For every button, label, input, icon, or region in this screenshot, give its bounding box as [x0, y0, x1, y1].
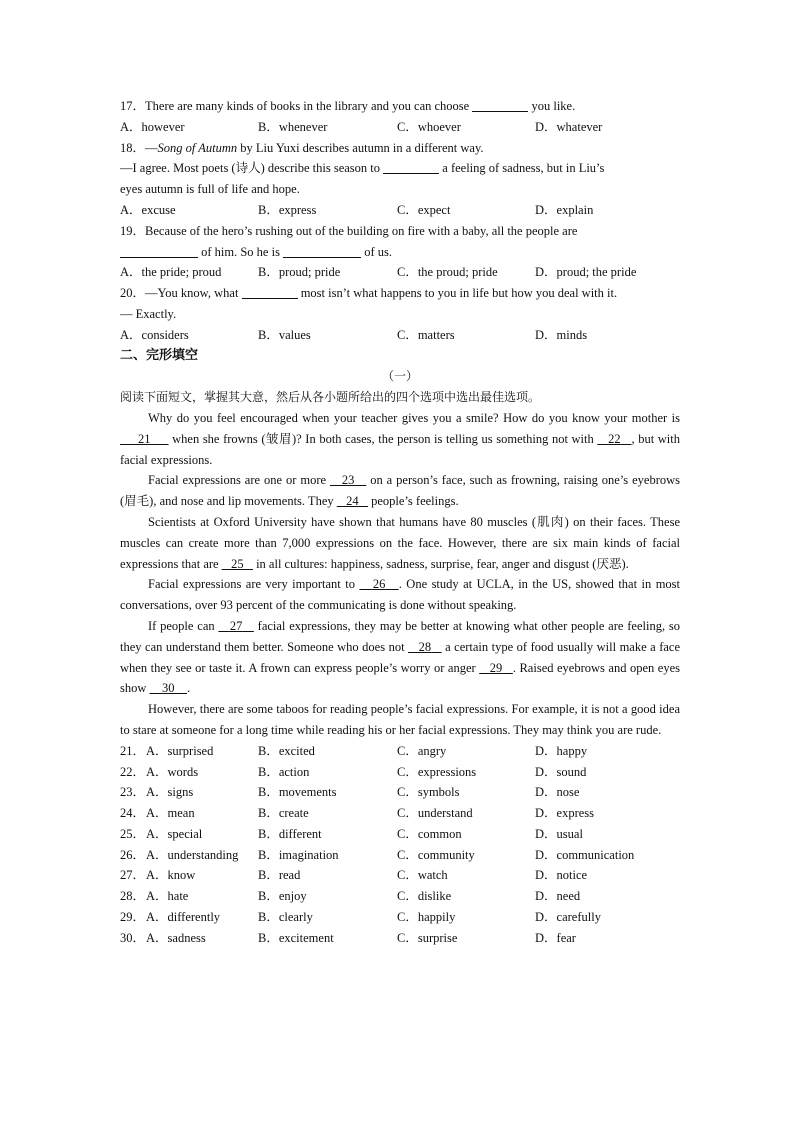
option-b: B．values	[258, 327, 311, 342]
options-18	[120, 200, 680, 221]
passage-paragraph-2	[120, 470, 680, 512]
answer-blank	[383, 159, 439, 174]
blank-number: 24	[346, 494, 359, 509]
question-number: 17．	[120, 99, 146, 113]
option-d: D．carefully	[535, 910, 601, 925]
option-c: C．symbols	[397, 785, 460, 800]
question-number: 19．	[120, 223, 146, 238]
passage-text: .	[187, 681, 191, 696]
question-stem: —I agree. Most poets (诗人) describe this season to	[120, 161, 384, 176]
cloze-options-28	[120, 886, 680, 907]
option-number: 27．	[120, 868, 146, 883]
option-b: B．excitement	[258, 930, 334, 945]
passage-text: , but with facial expressions.	[120, 431, 680, 467]
question-stem-end: most isn’t what happens to you in life but how you deal with it.	[297, 286, 618, 301]
cloze-options-26	[120, 845, 680, 866]
option-d: D．express	[535, 806, 595, 821]
option-number: 26．	[120, 847, 146, 862]
cloze-options-21	[120, 741, 680, 762]
cloze-options-29	[120, 907, 680, 928]
option-d: D．proud; the pride	[535, 265, 637, 280]
option-d: D．need	[535, 889, 581, 904]
passage-text: when she frowns (皱眉)? In both cases, the person is telling us something not with	[168, 431, 598, 446]
option-a: A．excuse	[120, 202, 176, 217]
option-c: C．happily	[397, 910, 456, 925]
option-d: D．nose	[535, 785, 580, 800]
question-number: 18．	[120, 140, 146, 155]
answer-blank	[472, 97, 528, 112]
option-d: D．usual	[535, 826, 583, 841]
question-19	[120, 221, 680, 242]
option-c: C．common	[397, 826, 462, 841]
option-a: A．considers	[120, 327, 189, 342]
question-20	[120, 283, 680, 304]
option-number: 21．	[120, 743, 146, 758]
cloze-options-25	[120, 824, 680, 845]
cloze-blank-25	[222, 557, 253, 571]
option-number: 30．	[120, 930, 146, 945]
option-a: A．sadness	[146, 930, 206, 945]
option-d: D．fear	[535, 930, 576, 945]
answer-blank-1	[120, 243, 198, 258]
section-sub-heading: （一）	[381, 369, 418, 384]
passage-text: facial expressions, they may be better at knowing what other people are feeling, so they can understand them better. Someone who does not	[120, 618, 681, 654]
cloze-blank-23	[330, 473, 366, 487]
option-b: B．movements	[258, 785, 337, 800]
cloze-options-27	[120, 865, 680, 886]
option-a: A．know	[146, 868, 196, 883]
dash: —	[145, 140, 158, 155]
option-c: C．angry	[397, 743, 447, 758]
option-c: C．expressions	[397, 764, 477, 779]
blank-number: 22	[608, 431, 621, 446]
question-stem-end: a feeling of sadness, but in Liu’s	[439, 161, 605, 176]
passage-text: . One study at UCLA, in the US, showed that in most conversations, over 93 percent of the communicating is done without speaking.	[120, 577, 681, 613]
blank-number: 23	[341, 473, 355, 488]
option-a: A．mean	[146, 806, 195, 821]
question-number: 20．	[120, 286, 146, 301]
option-c: C．matters	[397, 327, 455, 342]
option-b: B．whenever	[258, 119, 328, 134]
song-title: Song of Autumn	[157, 140, 238, 155]
blank-number: 21	[138, 431, 151, 446]
option-b: B．read	[258, 868, 301, 883]
options-17	[120, 117, 680, 138]
option-b: B．imagination	[258, 847, 339, 862]
options-19	[120, 262, 680, 283]
option-number: 24．	[120, 806, 146, 821]
section-heading: 二、完形填空	[120, 347, 199, 363]
cloze-blank-26	[359, 577, 398, 591]
option-b: B．express	[258, 202, 317, 217]
blank-number: 26	[372, 577, 386, 592]
cloze-blank-27	[218, 619, 253, 633]
option-b: B．create	[258, 806, 309, 821]
question-stem: by Liu Yuxi describes autumn in a different way.	[237, 140, 484, 155]
blank-number: 29	[489, 660, 503, 675]
option-b: B．enjoy	[258, 889, 307, 904]
blank-number: 30	[162, 681, 175, 696]
passage-text: Why do you feel encouraged when your teacher gives you a smile? How do you know your mother is	[148, 410, 680, 425]
passage-text: people’s feelings.	[368, 494, 459, 509]
section-instruction: 阅读下面短文，掌握其大意，然后从各小题所给出的四个选项中选出最佳选项。	[120, 390, 541, 405]
option-a: A．hate	[146, 889, 189, 904]
cloze-blank-24	[337, 494, 368, 508]
option-d: D．whatever	[535, 119, 603, 134]
question-stem: of him. So he is	[198, 244, 284, 259]
option-number: 22．	[120, 764, 146, 779]
cloze-options-22	[120, 762, 680, 783]
passage-text: . Raised eyebrows and open eyes show	[120, 660, 681, 696]
option-d: D．sound	[535, 764, 587, 779]
blank-number: 25	[231, 556, 244, 571]
option-d: D．communication	[535, 847, 635, 862]
option-a: A．understanding	[146, 847, 239, 862]
option-d: D．explain	[535, 202, 594, 217]
option-c: C．dislike	[397, 889, 452, 904]
passage-paragraph-4	[120, 574, 680, 616]
option-number: 25．	[120, 826, 146, 841]
cloze-blank-28	[408, 640, 442, 654]
question-20-line2: — Exactly.	[120, 306, 177, 321]
option-d: D．minds	[535, 327, 588, 342]
passage-paragraph-3	[120, 512, 680, 574]
option-a: A．special	[146, 826, 203, 841]
option-a: A．surprised	[146, 743, 214, 758]
passage-paragraph-6: However, there are some taboos for reading people’s facial expressions. For example, it is not a good idea to stare at someone for a long time while reading his or her facial expressions. They may think you are rude.	[120, 702, 680, 737]
blank-number: 28	[418, 639, 432, 654]
passage-text: Facial expressions are very important to	[148, 577, 360, 592]
cloze-blank-30	[150, 681, 191, 696]
passage-paragraph-1	[120, 408, 680, 470]
option-a: A．words	[146, 764, 199, 779]
answer-blank-2	[283, 243, 361, 258]
question-19-line2	[120, 242, 680, 263]
worksheet-page	[120, 96, 680, 949]
option-d: D．notice	[535, 868, 588, 883]
option-number: 23．	[120, 785, 146, 800]
option-b: B．action	[258, 764, 310, 779]
option-b: B．different	[258, 826, 322, 841]
question-stem-end: of us.	[361, 244, 392, 259]
cloze-options-23	[120, 782, 680, 803]
question-18-line2	[120, 158, 680, 179]
passage-text: Scientists at Oxford University have shown that humans have 80 muscles (肌肉) on their faces. These muscles can create more than 7,000 expressions on the face. However, there are six main kinds of facial expressions that are	[120, 514, 680, 571]
question-18	[120, 138, 680, 159]
option-c: C．understand	[397, 806, 473, 821]
option-c: C．watch	[397, 868, 448, 883]
passage-text: a certain type of food usually will make a face when they see or taste it. A frown can express people’s worry or anger	[120, 639, 681, 675]
option-d: D．happy	[535, 743, 588, 758]
cloze-blank-21	[120, 432, 169, 446]
question-stem: —You know, what	[145, 286, 242, 301]
option-b: B．proud; pride	[258, 265, 341, 280]
question-17	[120, 96, 680, 117]
cloze-blank-22	[597, 432, 631, 446]
question-18-line3: eyes autumn is full of life and hope.	[120, 182, 300, 197]
question-stem-end: you like.	[528, 99, 576, 113]
blank-number: 27	[229, 618, 243, 633]
options-20	[120, 325, 680, 346]
cloze-blank-29	[479, 661, 513, 675]
passage-text: If people can	[148, 618, 219, 633]
option-c: C．whoever	[397, 119, 461, 134]
option-number: 29．	[120, 910, 146, 925]
option-a: A．differently	[146, 910, 221, 925]
cloze-options-list	[120, 741, 680, 949]
answer-blank	[242, 284, 298, 299]
question-stem: There are many kinds of books in the library and you can choose	[145, 99, 473, 113]
option-c: C．surprise	[397, 930, 458, 945]
passage-text: on a person’s face, such as frowning, raising one’s eyebrows (眉毛), and nose and lip movements. They	[120, 473, 681, 509]
option-c: C．community	[397, 847, 475, 862]
option-a: A．signs	[146, 785, 194, 800]
passage-text: Facial expressions are one or more	[148, 473, 330, 488]
option-c: C．expect	[397, 202, 451, 217]
option-a: A．however	[120, 119, 185, 134]
question-stem: Because of the hero’s rushing out of the building on fire with a baby, all the people are	[145, 223, 578, 238]
option-number: 28．	[120, 889, 146, 904]
passage-paragraph-5	[120, 616, 680, 699]
cloze-options-24	[120, 803, 680, 824]
cloze-options-30	[120, 928, 680, 949]
passage-text: in all cultures: happiness, sadness, surprise, fear, anger and disgust (厌恶).	[252, 556, 629, 571]
option-a: A．the pride; proud	[120, 265, 222, 280]
option-c: C．the proud; pride	[397, 265, 498, 280]
option-b: B．clearly	[258, 910, 313, 925]
option-b: B．excited	[258, 743, 315, 758]
